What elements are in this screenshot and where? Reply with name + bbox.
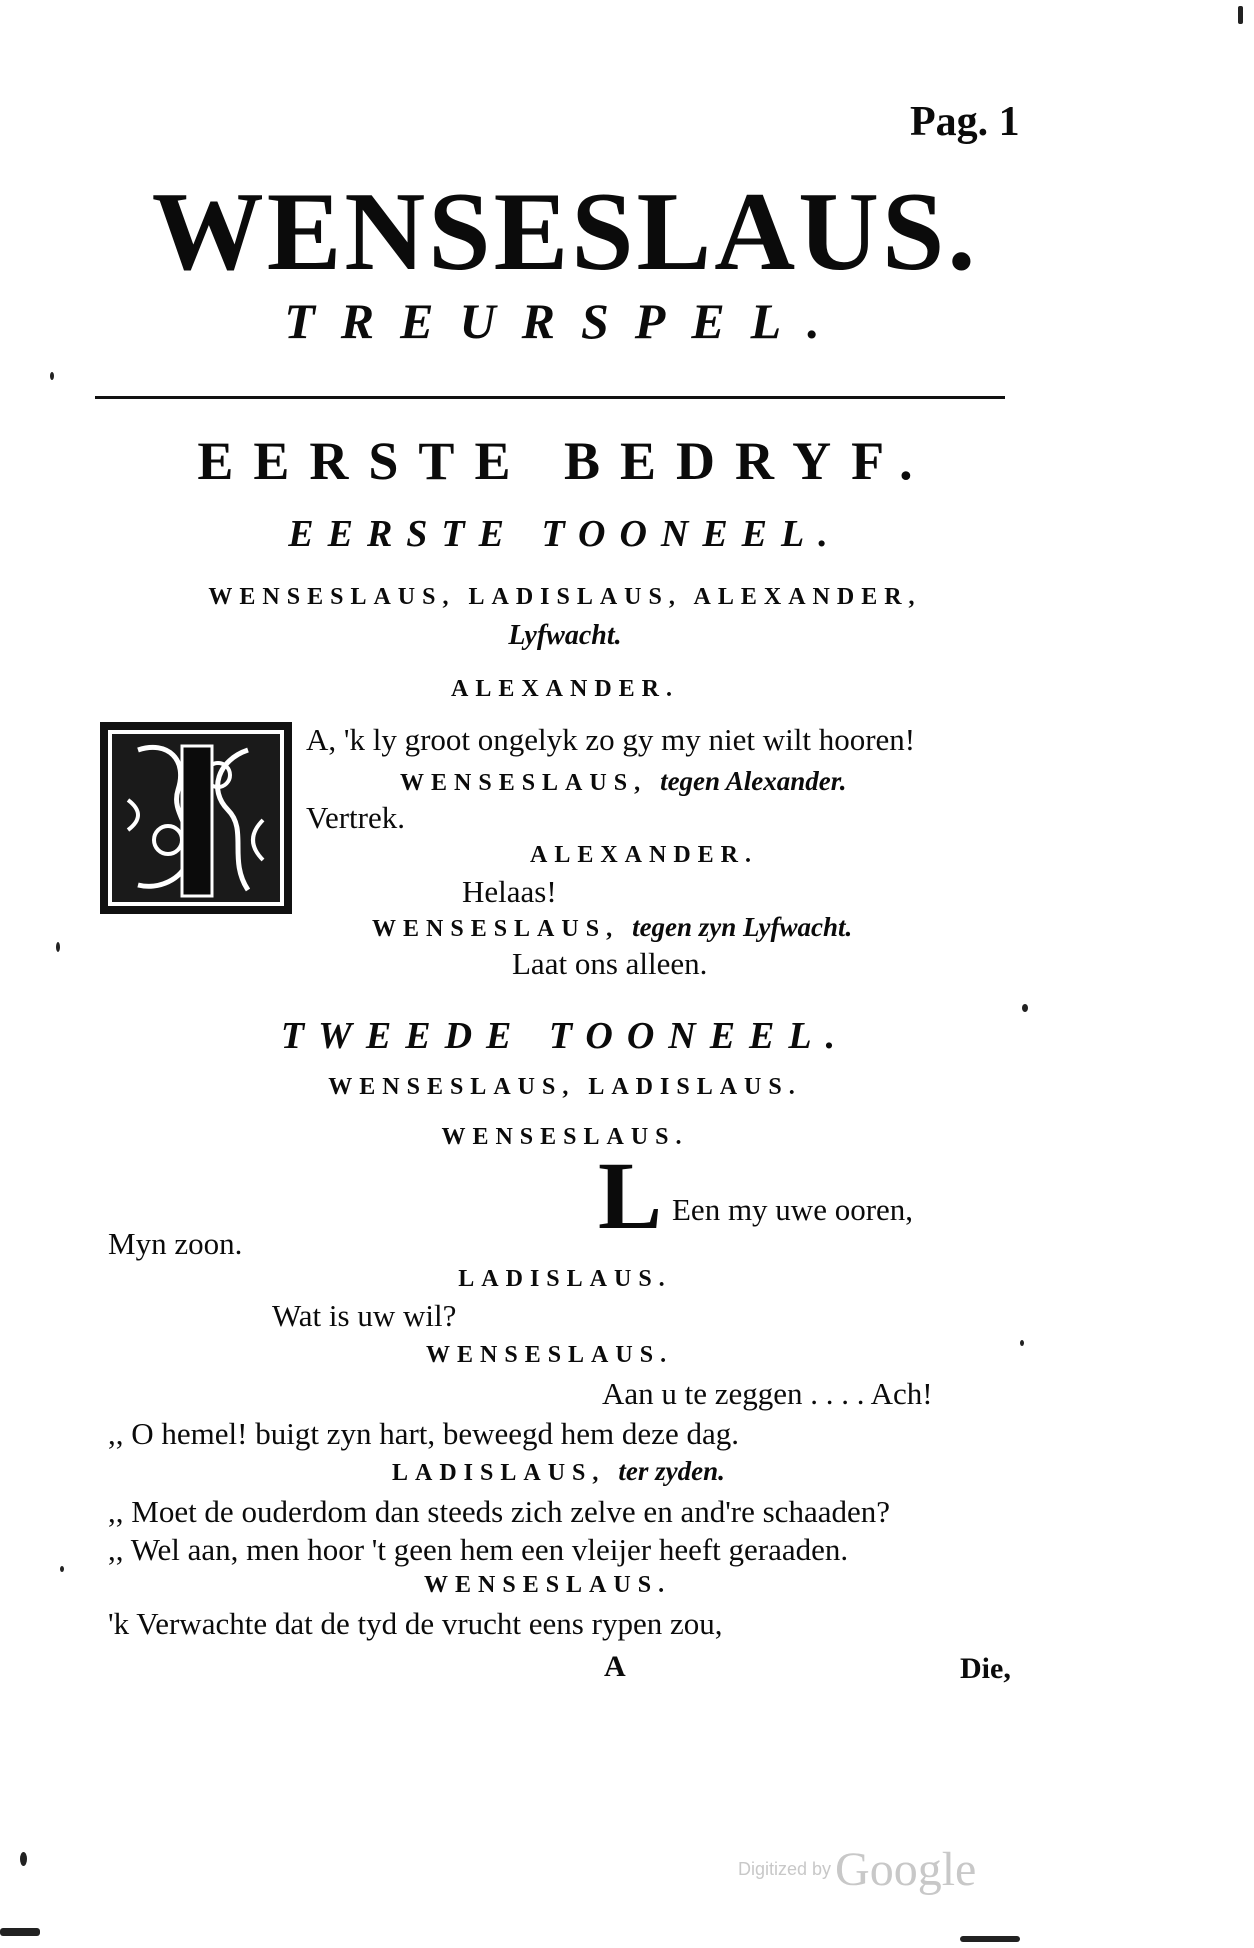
- title-rule: [95, 396, 1005, 399]
- speaker-wenseslaus-4: WENSESLAUS.: [426, 1342, 674, 1368]
- catchword: Die,: [960, 1652, 1011, 1685]
- line-alexander-1: A, 'k ly groot ongelyk zo gy my niet wilt hooren!: [306, 722, 916, 757]
- act-heading: EERSTE BEDRYF.: [197, 431, 933, 491]
- speaker-name: LADISLAUS,: [392, 1460, 606, 1486]
- line-wenseslaus-4: Aan u te zeggen . . . . Ach!: [602, 1376, 933, 1411]
- speaker-wenseslaus-3: WENSESLAUS.: [441, 1124, 689, 1150]
- scene1-characters: WENSESLAUS, LADISLAUS, ALEXANDER,: [208, 584, 922, 610]
- scan-speck: [1020, 1340, 1024, 1346]
- scan-speck: [56, 942, 60, 952]
- signature-mark: A: [604, 1650, 626, 1683]
- line-alexander-2: Helaas!: [462, 874, 557, 909]
- stage-direction: tegen zyn Lyfwacht.: [632, 912, 853, 942]
- line-ladislaus-2: ,, Moet de ouderdom dan steeds zich zelve en and're schaaden?: [108, 1494, 890, 1529]
- scan-speck: [0, 1928, 40, 1936]
- line-wenseslaus-3b: Myn zoon.: [108, 1226, 243, 1261]
- page-number: Pag. 1: [910, 99, 1020, 145]
- line-ladislaus-1: Wat is uw wil?: [272, 1298, 457, 1333]
- line-wenseslaus-5: ,, O hemel! buigt zyn hart, beweegd hem deze dag.: [108, 1416, 739, 1451]
- scan-speck: [1238, 6, 1243, 24]
- speaker-alexander-1: ALEXANDER.: [450, 676, 679, 702]
- stage-direction: tegen Alexander.: [660, 766, 847, 796]
- speaker-name: WENSESLAUS,: [400, 770, 648, 796]
- watermark-prefix: Digitized by: [738, 1859, 832, 1879]
- speaker-wenseslaus-5: WENSESLAUS.: [424, 1572, 672, 1598]
- digitized-watermark: [738, 1842, 976, 1897]
- speaker-wenseslaus-2: [372, 912, 852, 943]
- scene2-heading: TWEEDE TOONEEL.: [280, 1015, 850, 1057]
- decorated-initial-i: [98, 720, 294, 916]
- stage-direction: ter zyden.: [618, 1456, 725, 1486]
- google-logo: Google: [835, 1843, 977, 1896]
- line-ladislaus-3: ,, Wel aan, men hoor 't geen hem een vleijer heeft geraaden.: [108, 1532, 849, 1567]
- scene1-heading: EERSTE TOONEEL.: [288, 513, 842, 555]
- scan-speck: [20, 1852, 27, 1866]
- scan-speck: [50, 372, 54, 380]
- play-subtitle: TREURSPEL.: [284, 293, 846, 349]
- speaker-ladislaus-1: LADISLAUS.: [458, 1266, 672, 1292]
- scan-speck: [60, 1566, 64, 1572]
- speaker-wenseslaus-1: [400, 766, 847, 797]
- line-wenseslaus-3: Een my uwe ooren,: [672, 1192, 914, 1227]
- line-wenseslaus-2: Laat ons alleen.: [512, 946, 708, 981]
- scan-speck: [960, 1936, 1020, 1942]
- line-wenseslaus-6: 'k Verwachte dat de tyd de vrucht eens rypen zou,: [108, 1606, 723, 1641]
- scene2-characters: WENSESLAUS, LADISLAUS.: [328, 1074, 802, 1100]
- speaker-ladislaus-2: [392, 1456, 725, 1487]
- speaker-alexander-2: ALEXANDER.: [530, 842, 759, 868]
- scene1-characters-guard: Lyfwacht.: [508, 620, 622, 651]
- line-wenseslaus-1: Vertrek.: [306, 800, 405, 835]
- drop-initial-l: L: [598, 1142, 663, 1249]
- scan-speck: [1022, 1004, 1028, 1012]
- play-title: WENSESLAUS.: [151, 170, 979, 294]
- speaker-name: WENSESLAUS,: [372, 916, 620, 942]
